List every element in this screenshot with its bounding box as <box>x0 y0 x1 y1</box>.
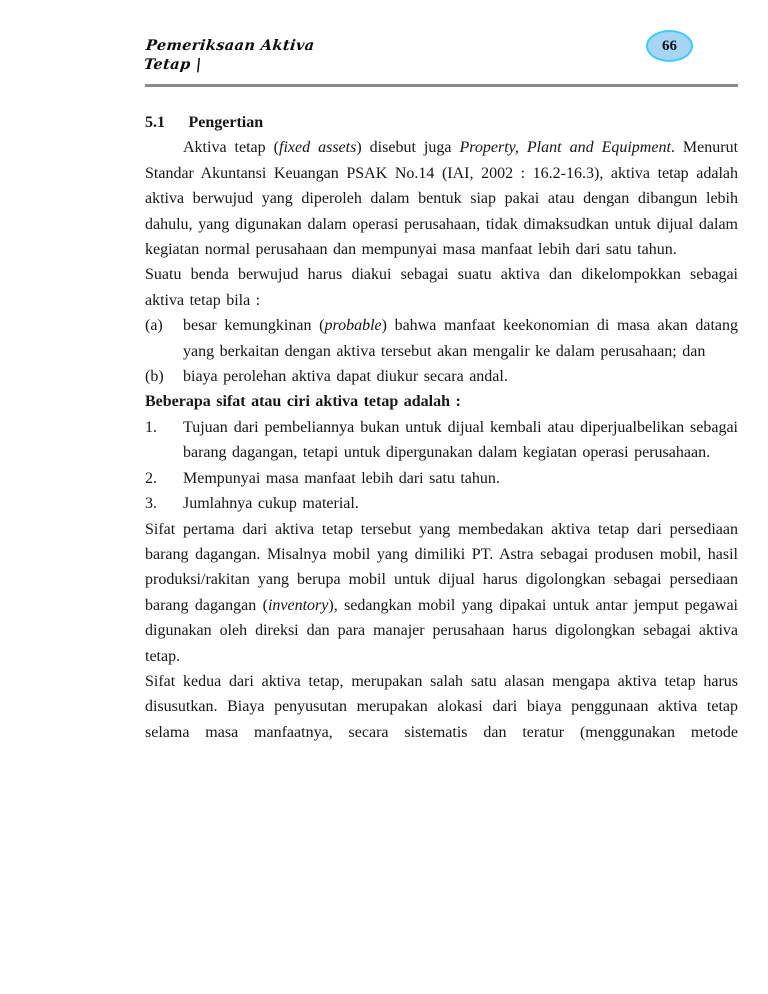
list-text: besar kemungkinan (probable) bahwa manfaat keekonomian di masa akan datang yang berkaitan dengan aktiva tersebut akan mengalir ke dalam perusahaan; dan <box>183 317 738 360</box>
header-divider-rule <box>145 84 738 87</box>
list-marker: 1. <box>145 418 157 436</box>
list-item-trait-3 <box>145 491 738 516</box>
list-item-trait-2 <box>145 466 738 491</box>
paragraph-first-trait: Sifat pertama dari aktiva tetap tersebut yang membedakan aktiva tetap dari persediaan barang dagangan. Misalnya mobil yang dimiliki PT. Astra sebagai produsen mobil, hasil produksi/rakitan yang berupa mobil untuk dijual harus digolongkan sebagai persediaan barang dagangan (inventory), sedangkan mobil yang dipakai untuk antar jemput pegawai digunakan oleh direksi dan para manajer perusahaan harus digolongkan sebagai aktiva tetap. <box>145 520 738 665</box>
page-number-badge <box>646 30 693 62</box>
paragraph-intro: Aktiva tetap (fixed assets) disebut juga Property, Plant and Equipment. Menurut Standar Akuntansi Keuangan PSAK No.14 (IAI, 2002 : 16.2-16.3), aktiva tetap adalah aktiva berwujud yang diperoleh dalam bentuk siap pakai atau dengan dibangun lebih dahulu, yang digunakan dalam operasi perusahaan, tidak dimaksudkan untuk dijual dalam kegiatan normal perusahaan dan mempunyai masa manfaat lebih dari satu tahun. <box>145 139 739 259</box>
running-header-line1: Pemeriksaan Aktiva <box>145 37 316 54</box>
running-header-title <box>143 36 316 74</box>
list-item-trait-1 <box>145 415 738 466</box>
traits-heading: Beberapa sifat atau ciri aktiva tetap adalah : <box>145 393 461 411</box>
page-body <box>145 110 738 745</box>
list-marker: (b) <box>145 368 164 386</box>
list-item-criterion-a <box>145 313 738 364</box>
list-item-criterion-b <box>145 364 738 389</box>
running-header-line2: Tetap | <box>143 56 203 73</box>
list-marker: 2. <box>145 469 157 487</box>
paragraph-recognition: Suatu benda berwujud harus diakui sebagai suatu aktiva dan dikelompokkan sebagai aktiva tetap bila : <box>145 266 738 309</box>
list-text: Tujuan dari pembeliannya bukan untuk dijual kembali atau diperjualbelikan sebagai barang dagangan, tetapi untuk dipergunakan dalam kegiatan operasi perusahaan. <box>183 418 738 462</box>
list-text: Mempunyai masa manfaat lebih dari satu tahun. <box>183 469 500 487</box>
section-number: 5.1 <box>145 114 165 131</box>
section-title: Pengertian <box>188 114 264 131</box>
list-marker: (a) <box>145 317 163 335</box>
section-heading <box>145 110 738 135</box>
list-text: biaya perolehan aktiva dapat diukur secara andal. <box>183 368 508 386</box>
paragraph-second-trait: Sifat kedua dari aktiva tetap, merupakan salah satu alasan mengapa aktiva tetap harus disusutkan. Biaya penyusutan merupakan alokasi dari biaya penggunaan aktiva tetap selama masa manfaatnya, secara sistematis dan teratur (menggunakan metode <box>145 672 738 741</box>
list-marker: 3. <box>145 495 157 513</box>
page-number: 66 <box>662 37 677 54</box>
list-text: Jumlahnya cukup material. <box>183 495 359 513</box>
